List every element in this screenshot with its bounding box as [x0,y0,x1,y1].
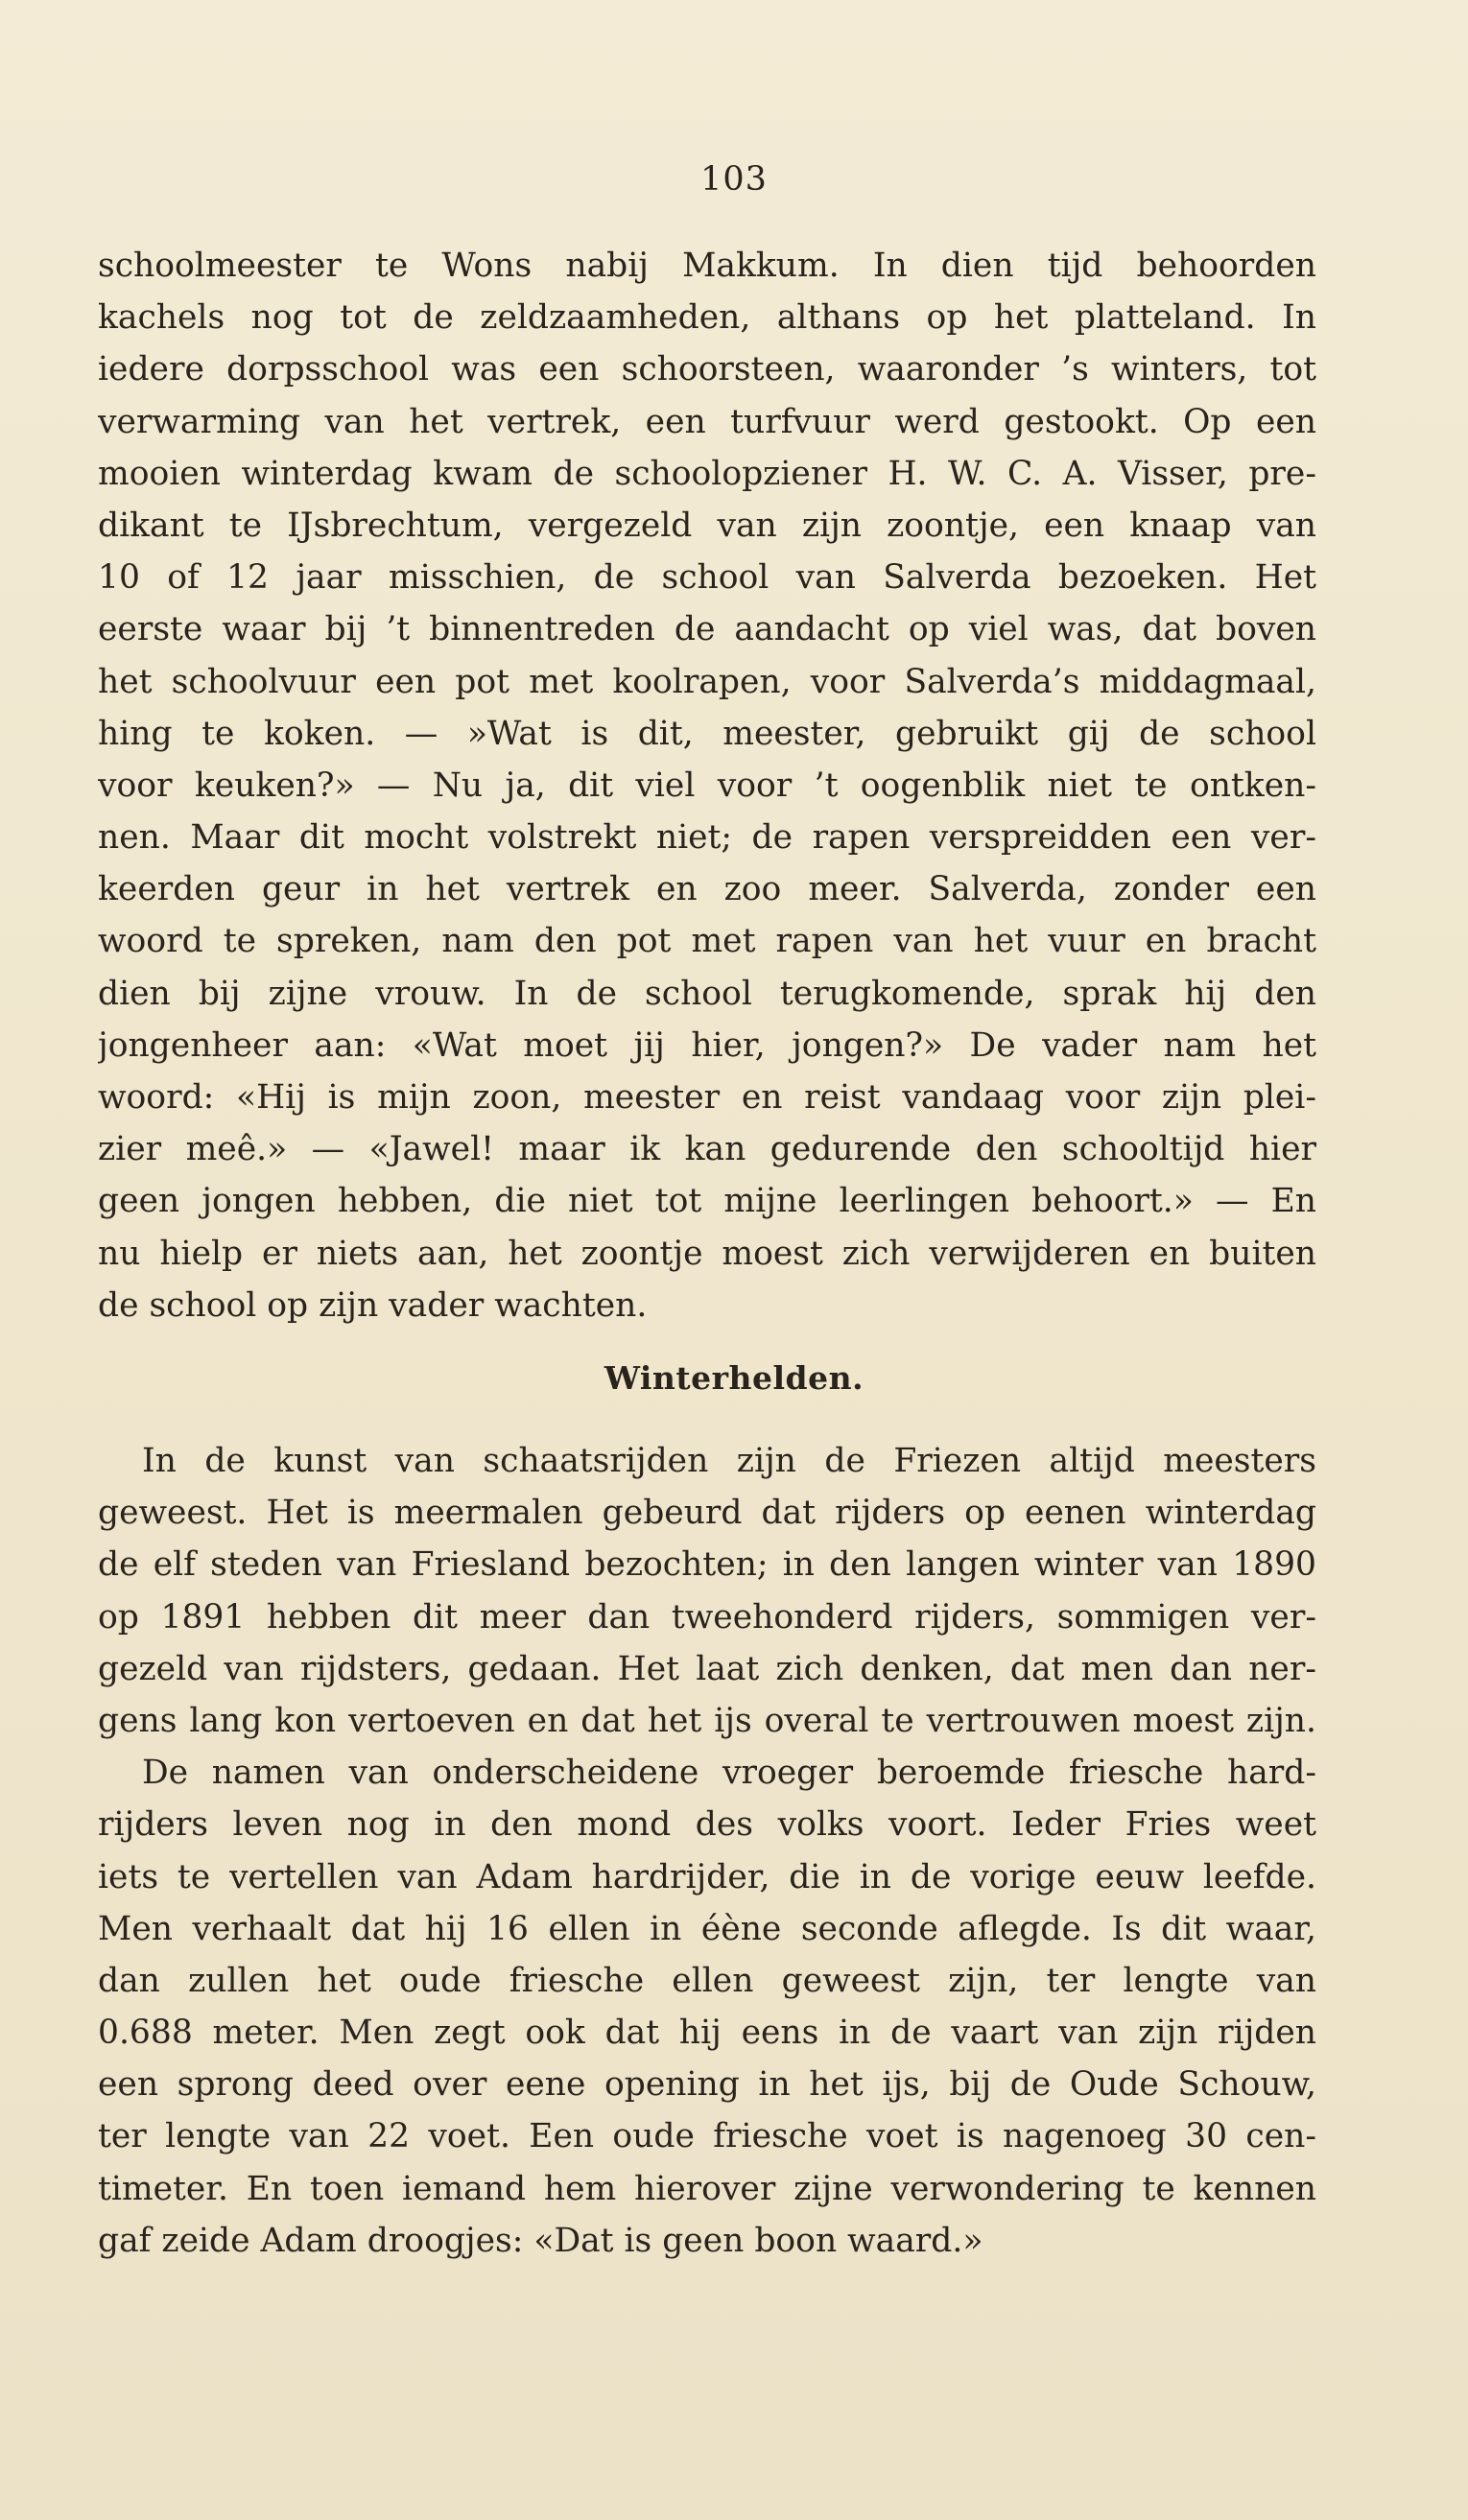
text-line: 0.688 meter. Men zegt ook dat hij eens in de vaart van zijn rijden [98,2014,1316,2053]
text-line: voor keuken?» — Nu ja, dit viel voor ’t oogenblik niet te ontken- [98,765,1316,805]
section-heading: Winterhelden. [604,1359,864,1397]
text-line: jongenheer aan: «Wat moet jij hier, jongen?» De vader nam het [98,1025,1316,1065]
text-line: timeter. En toen iemand hem hierover zijne verwondering te kennen [98,2169,1316,2208]
text-line: dan zullen het oude friesche ellen geweest zijn, ter lengte van [98,1961,1316,2000]
text-line: nu hielp er niets aan, het zoontje moest zich verwijderen en buiten [98,1234,1316,1273]
text-line: Men verhaalt dat hij 16 ellen in éène seconde aflegde. Is dit waar, [98,1909,1316,1948]
text-line: De namen van onderscheidene vroeger beroemde friesche hard- [142,1754,1316,1793]
text-line: kachels nog tot de zeldzaamheden, althans op het platteland. In [98,298,1316,338]
text-line: woord: «Hij is mijn zoon, meester en reist vandaag voor zijn plei- [98,1078,1316,1117]
text-line: eerste waar bij ’t binnentreden de aandacht op viel was, dat boven [98,610,1316,649]
text-line: schoolmeester te Wons nabij Makkum. In dien tijd behoorden [98,247,1316,285]
text-line: het schoolvuur een pot met koolrapen, voor Salverda’s middagmaal, [98,662,1316,701]
text-line: gaf zeide Adam droogjes: «Dat is geen boon waard.» [98,2221,983,2260]
paragraph-1 [98,240,1316,1331]
text-line: mooien winterdag kwam de schoolopziener H. W. C. A. Visser, pre- [98,454,1316,493]
paragraph-2 [98,1435,1316,2267]
text-line: In de kunst van schaatsrijden zijn de Friezen altijd meesters [142,1442,1316,1480]
text-line: gens lang kon vertoeven en dat het ijs overal te vertrouwen moest zijn. [98,1701,1316,1740]
text-line: op 1891 hebben dit meer dan tweehonderd rijders, sommigen ver- [98,1597,1316,1637]
page-number: 103 [700,160,768,199]
text-line: rijders leven nog in den mond des volks voort. Ieder Fries weet [98,1805,1316,1845]
text-line: een sprong deed over eene opening in het ijs, bij de Oude Schouw, [98,2065,1316,2105]
text-line: 10 of 12 jaar misschien, de school van Salverda bezoeken. Het [98,558,1316,598]
text-line: nen. Maar dit mocht volstrekt niet; de rapen verspreidden een ver- [98,818,1316,858]
text-line: de school op zijn vader wachten. [98,1285,648,1325]
text-line: geen jongen hebben, die niet tot mijne leerlingen behoort.» — En [98,1182,1316,1221]
text-line: de elf steden van Friesland bezochten; in den langen winter van 1890 [98,1545,1316,1585]
text-line: keerden geur in het vertrek en zoo meer. Salverda, zonder een [98,870,1316,909]
text-line: woord te spreken, nam den pot met rapen van het vuur en bracht [98,922,1316,961]
text-line: dien bij zijne vrouw. In de school terugkomende, sprak hij den [98,974,1316,1013]
text-line: zier meê.» — «Jawel! maar ik kan gedurende den schooltijd hier [98,1130,1316,1169]
text-line: iets te vertellen van Adam hardrijder, die in de vorige eeuw leefde. [98,1857,1316,1896]
text-line: ter lengte van 22 voet. Een oude friesche voet is nagenoeg 30 cen- [98,2117,1316,2156]
text-line: hing te koken. — »Wat is dit, meester, gebruikt gij de school [98,714,1316,753]
text-line: gezeld van rijdsters, gedaan. Het laat zich denken, dat men dan ner- [98,1649,1316,1688]
text-line: dikant te IJsbrechtum, vergezeld van zijn zoontje, een knaap van [98,506,1316,545]
text-line: verwarming van het vertrek, een turfvuur werd gestookt. Op een [98,402,1316,441]
text-line: geweest. Het is meermalen gebeurd dat rijders op eenen winterdag [98,1494,1316,1533]
text-line: iedere dorpsschool was een schoorsteen, waaronder ’s winters, tot [98,350,1316,389]
